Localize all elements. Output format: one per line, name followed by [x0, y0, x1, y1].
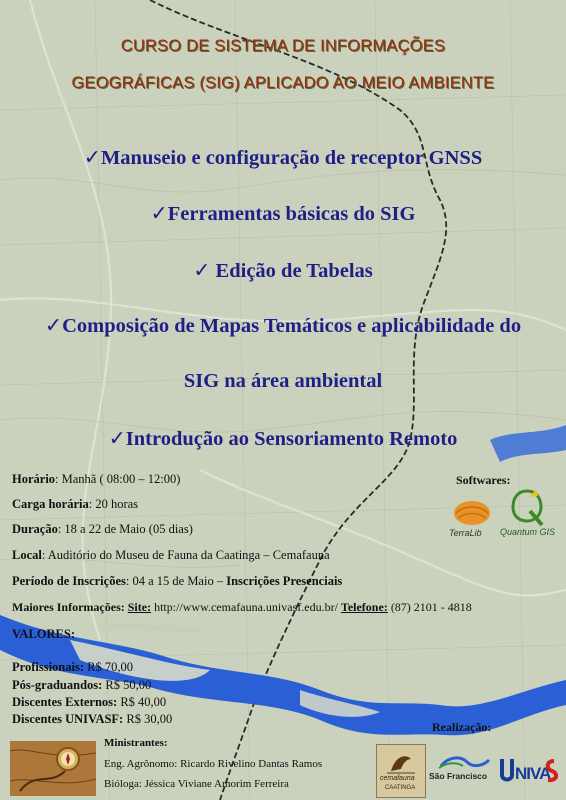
check-icon: ✓: [150, 203, 168, 225]
duracao-value: : 18 a 22 de Maio (05 dias): [57, 522, 193, 536]
cemafauna-bird-icon: [377, 747, 425, 777]
topic-text: Manuseio e configuração de receptor GNSS: [100, 147, 483, 169]
horario-line: [12, 472, 180, 487]
saofrancisco-label: São Francisco: [429, 771, 488, 781]
local-line: [12, 548, 330, 563]
price-row: [12, 712, 172, 727]
compass-photo: [10, 741, 96, 796]
price-row: [12, 678, 151, 693]
local-label: Local: [12, 548, 42, 562]
valores-heading-text: VALORES:: [12, 627, 75, 641]
horario-value: : Manhã ( 08:00 – 12:00): [55, 472, 181, 486]
topic-gnss: [0, 145, 566, 170]
softwares-heading: Softwares:: [456, 473, 511, 487]
carga-line: [12, 497, 138, 512]
topic-mapas: [0, 313, 566, 338]
telefone-label: Telefone:: [340, 600, 388, 614]
site-label: Site:: [127, 600, 152, 614]
terralib-label: TerraLib: [449, 528, 482, 538]
topic-text: Ferramentas básicas do SIG: [167, 203, 416, 225]
cemafauna-name: cemafauna: [380, 775, 415, 782]
svg-text:NIVA: NIVA: [515, 764, 551, 783]
price-row: [12, 695, 166, 710]
qgis-logo: [508, 487, 546, 527]
price-value: R$ 40,00: [117, 695, 167, 709]
topic-tabelas: [0, 258, 566, 283]
periodo-label: Período de Inscrições: [12, 574, 126, 588]
check-icon: ✓: [193, 260, 211, 282]
cemafauna-logo: [376, 744, 426, 798]
periodo-value: : 04 a 15 de Maio –: [125, 574, 227, 588]
ministrante-1: Eng. Agrônomo: Ricardo Rivelino Dantas Ramos: [104, 758, 323, 770]
maiores-info-line: [12, 600, 472, 615]
cemafauna-caatinga: CAATINGA: [385, 785, 416, 791]
ministrantes-heading: Ministrantes:: [104, 737, 168, 749]
carga-label: Carga horária: [12, 497, 89, 511]
course-title-line2: GEOGRÁFICAS (SIG) APLICADO AO MEIO AMBIENTE: [71, 74, 495, 92]
ministrante-2: Bióloga: Jéssica Viviane Amorim Ferreira: [104, 778, 289, 790]
terralib-logo: [452, 500, 492, 528]
check-icon: ✓: [83, 147, 101, 169]
topic-text: Edição de Tabelas: [210, 260, 373, 282]
duracao-label: Duração: [12, 522, 58, 536]
carga-value: : 20 horas: [88, 497, 139, 511]
price-label: Profissionais:: [12, 660, 84, 674]
topic-text: SIG na área ambiental: [183, 370, 383, 392]
qgis-label: Quantum GIS: [500, 527, 556, 537]
course-title-line1: CURSO DE SISTEMA DE INFORMAÇÕES: [120, 37, 446, 55]
topic-ferramentas: [0, 201, 566, 226]
price-label: Discentes Externos:: [12, 695, 118, 709]
price-label: Discentes UNIVASF:: [12, 712, 124, 726]
price-row: [12, 660, 133, 675]
check-icon: ✓: [44, 315, 63, 337]
topic-text: Composição de Mapas Temáticos e aplicabilidade do: [62, 315, 522, 337]
periodo-extra: Inscrições Presenciais: [226, 574, 343, 588]
price-value: R$ 30,00: [123, 712, 173, 726]
price-value: R$ 70,00: [84, 660, 133, 674]
local-value: : Auditório do Museu de Fauna da Caatinga – Cemafauna: [41, 548, 330, 562]
saofrancisco-logo: [435, 752, 491, 772]
price-value: R$ 50,00: [102, 678, 152, 692]
site-link[interactable]: http://www.cemafauna.univasf.edu.br/: [151, 600, 341, 614]
duracao-line: [12, 522, 193, 537]
telefone-value: (87) 2101 - 4818: [387, 600, 472, 614]
price-label: Pós-graduandos:: [12, 678, 103, 692]
realizacao-heading: Realização:: [432, 720, 492, 734]
horario-label: Horário: [12, 472, 56, 486]
topic-sensoriamento: [0, 426, 566, 451]
valores-heading: [12, 627, 75, 642]
periodo-line: [12, 574, 342, 589]
topic-mapas-cont: [0, 370, 566, 393]
maiores-label: Maiores Informações:: [12, 600, 125, 614]
univasf-logo: [500, 753, 562, 785]
topic-text: Introdução ao Sensoriamento Remoto: [125, 428, 458, 450]
check-icon: ✓: [108, 428, 126, 450]
